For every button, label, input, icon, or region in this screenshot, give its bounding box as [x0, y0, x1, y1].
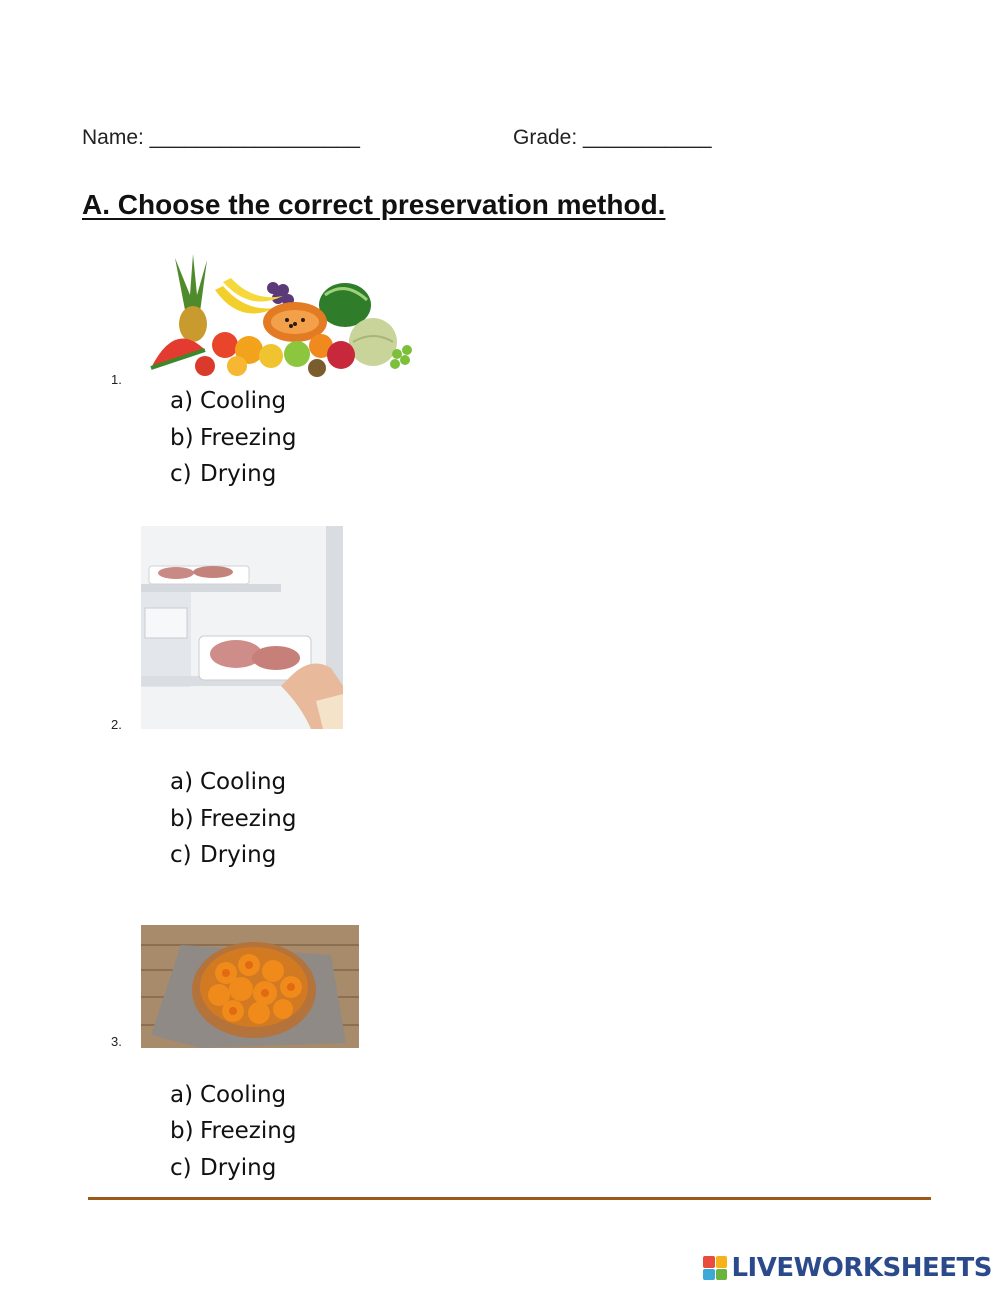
dried-apricots-image: [141, 925, 359, 1048]
option-b[interactable]: b) Freezing: [170, 1118, 297, 1144]
option-a[interactable]: a) Cooling: [170, 769, 287, 795]
footer-rule: [88, 1197, 931, 1200]
option-c[interactable]: c) Drying: [170, 461, 277, 487]
liveworksheets-icon: [703, 1256, 727, 1280]
option-b[interactable]: b) Freezing: [170, 806, 297, 832]
option-b[interactable]: b) Freezing: [170, 425, 297, 451]
question-number: 3.: [111, 1034, 122, 1049]
liveworksheets-logo[interactable]: [703, 1253, 992, 1283]
option-c[interactable]: c) Drying: [170, 1155, 277, 1181]
option-a[interactable]: a) Cooling: [170, 388, 287, 414]
fruits-pile-image: [145, 250, 420, 380]
option-a[interactable]: a) Cooling: [170, 1082, 287, 1108]
section-title: A. Choose the correct preservation method.: [82, 189, 666, 220]
brand-text: LIVEWORKSHEETS: [731, 1253, 992, 1283]
option-c[interactable]: c) Drying: [170, 842, 277, 868]
grade-field[interactable]: Grade: ___________: [513, 126, 712, 149]
question-number: 2.: [111, 717, 122, 732]
question-number: 1.: [111, 372, 122, 387]
freezer-meat-image: [141, 526, 343, 729]
name-field[interactable]: Name: __________________: [82, 126, 360, 149]
